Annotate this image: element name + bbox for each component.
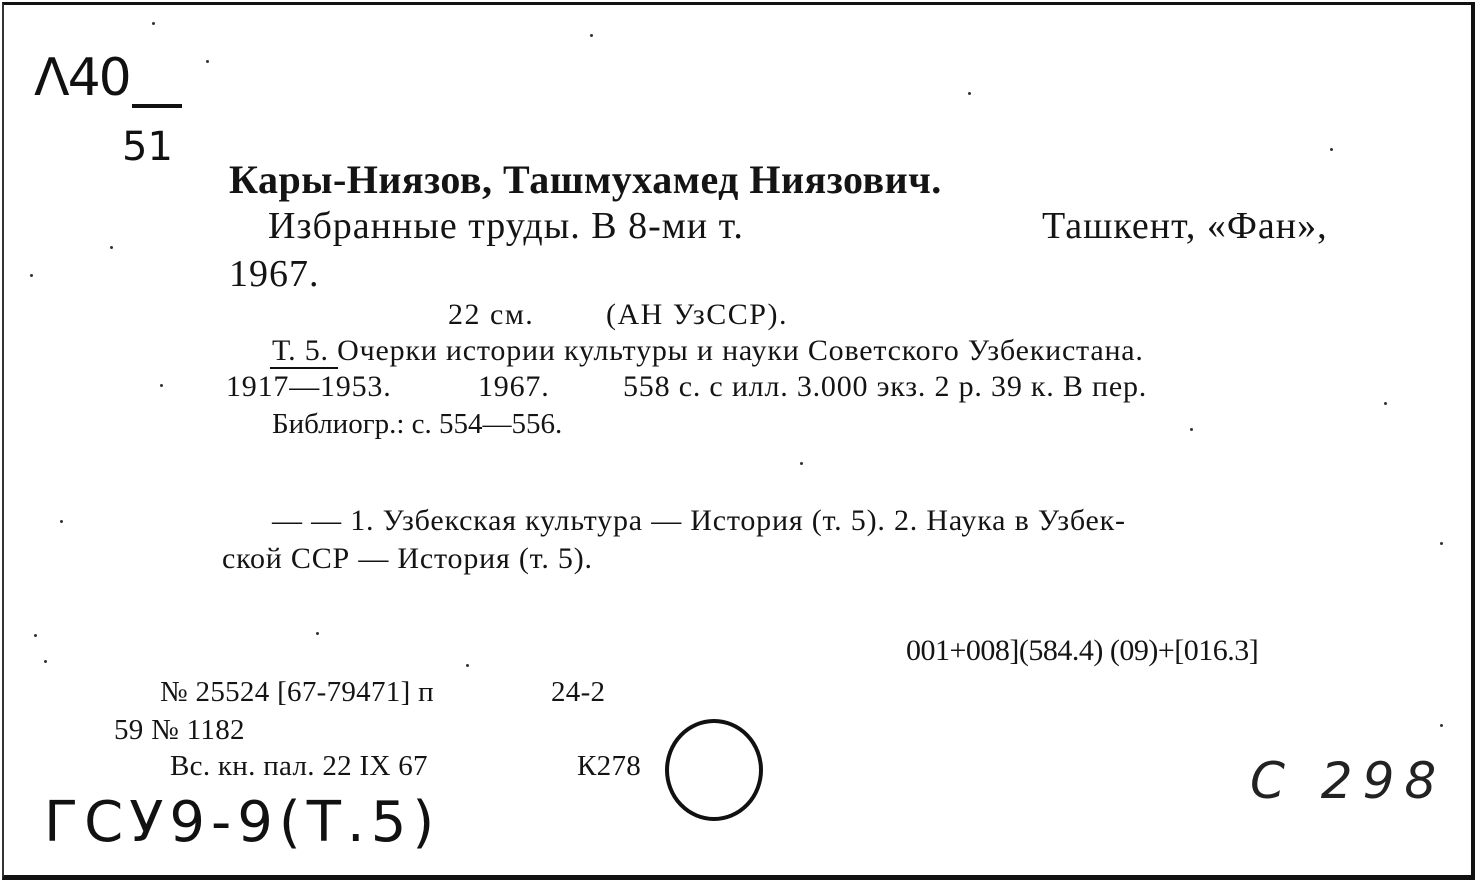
- speck: [60, 520, 63, 523]
- speck: [160, 384, 163, 387]
- handwritten-shelf-mark-top: Λ40: [34, 48, 130, 108]
- bibliography-note: Библиогр.: с. 554—556.: [272, 408, 563, 440]
- volume-year: 1967.: [478, 370, 550, 403]
- size-note: 22 см.: [448, 298, 535, 331]
- speck: [1190, 428, 1193, 431]
- speck: [110, 246, 113, 249]
- stamp-circle: [667, 721, 761, 819]
- registration-number: № 25524 [67-79471] п: [160, 676, 434, 708]
- handwritten-shelf-mark-bottom: 51: [122, 124, 173, 170]
- speck: [152, 22, 155, 25]
- volume-details: 558 с. с илл. 3.000 экз. 2 р. 39 к. В пер.: [623, 370, 1148, 403]
- speck: [590, 34, 593, 37]
- handwritten-call-code: ГСУ9-9(Т.5): [44, 790, 441, 855]
- speck: [800, 462, 803, 465]
- subject-headings-line1: — — 1. Узбекская культура — История (т. 5). 2. Наука в Узбек-: [272, 504, 1126, 537]
- registration-code: 24-2: [551, 676, 606, 708]
- speck: [30, 274, 33, 277]
- series-note: (АН УзССР).: [606, 298, 788, 331]
- speck: [466, 664, 469, 667]
- author-heading: Кары-Ниязов, Ташмухамед Ниязович.: [229, 157, 942, 202]
- speck: [968, 92, 971, 95]
- speck: [1440, 724, 1443, 727]
- speck: [34, 634, 37, 637]
- publication-year: 1967.: [229, 253, 320, 295]
- title-line: Избранные труды. В 8-ми т.: [268, 205, 744, 247]
- book-chamber-date: Вс. кн. пал. 22 IX 67: [170, 750, 428, 782]
- speck: [1330, 148, 1333, 151]
- speck: [206, 60, 209, 63]
- print-code: К278: [577, 750, 642, 782]
- speck: [1440, 542, 1443, 545]
- handwritten-page-ref: С 298: [1250, 752, 1447, 810]
- speck: [1384, 402, 1387, 405]
- speck: [316, 632, 319, 635]
- card-number: 59 № 1182: [114, 714, 245, 746]
- speck: [44, 660, 47, 663]
- place-publisher: Ташкент, «Фан»,: [1042, 205, 1328, 247]
- udc-code: 001+008](584.4) (09)+[016.3]: [906, 634, 1259, 667]
- volume-years: 1917—1953.: [226, 370, 392, 403]
- subject-headings-line2: ской ССР — История (т. 5).: [222, 542, 593, 575]
- volume-title-line: Т. 5. Очерки истории культуры и науки Советского Узбекистана.: [272, 334, 1144, 367]
